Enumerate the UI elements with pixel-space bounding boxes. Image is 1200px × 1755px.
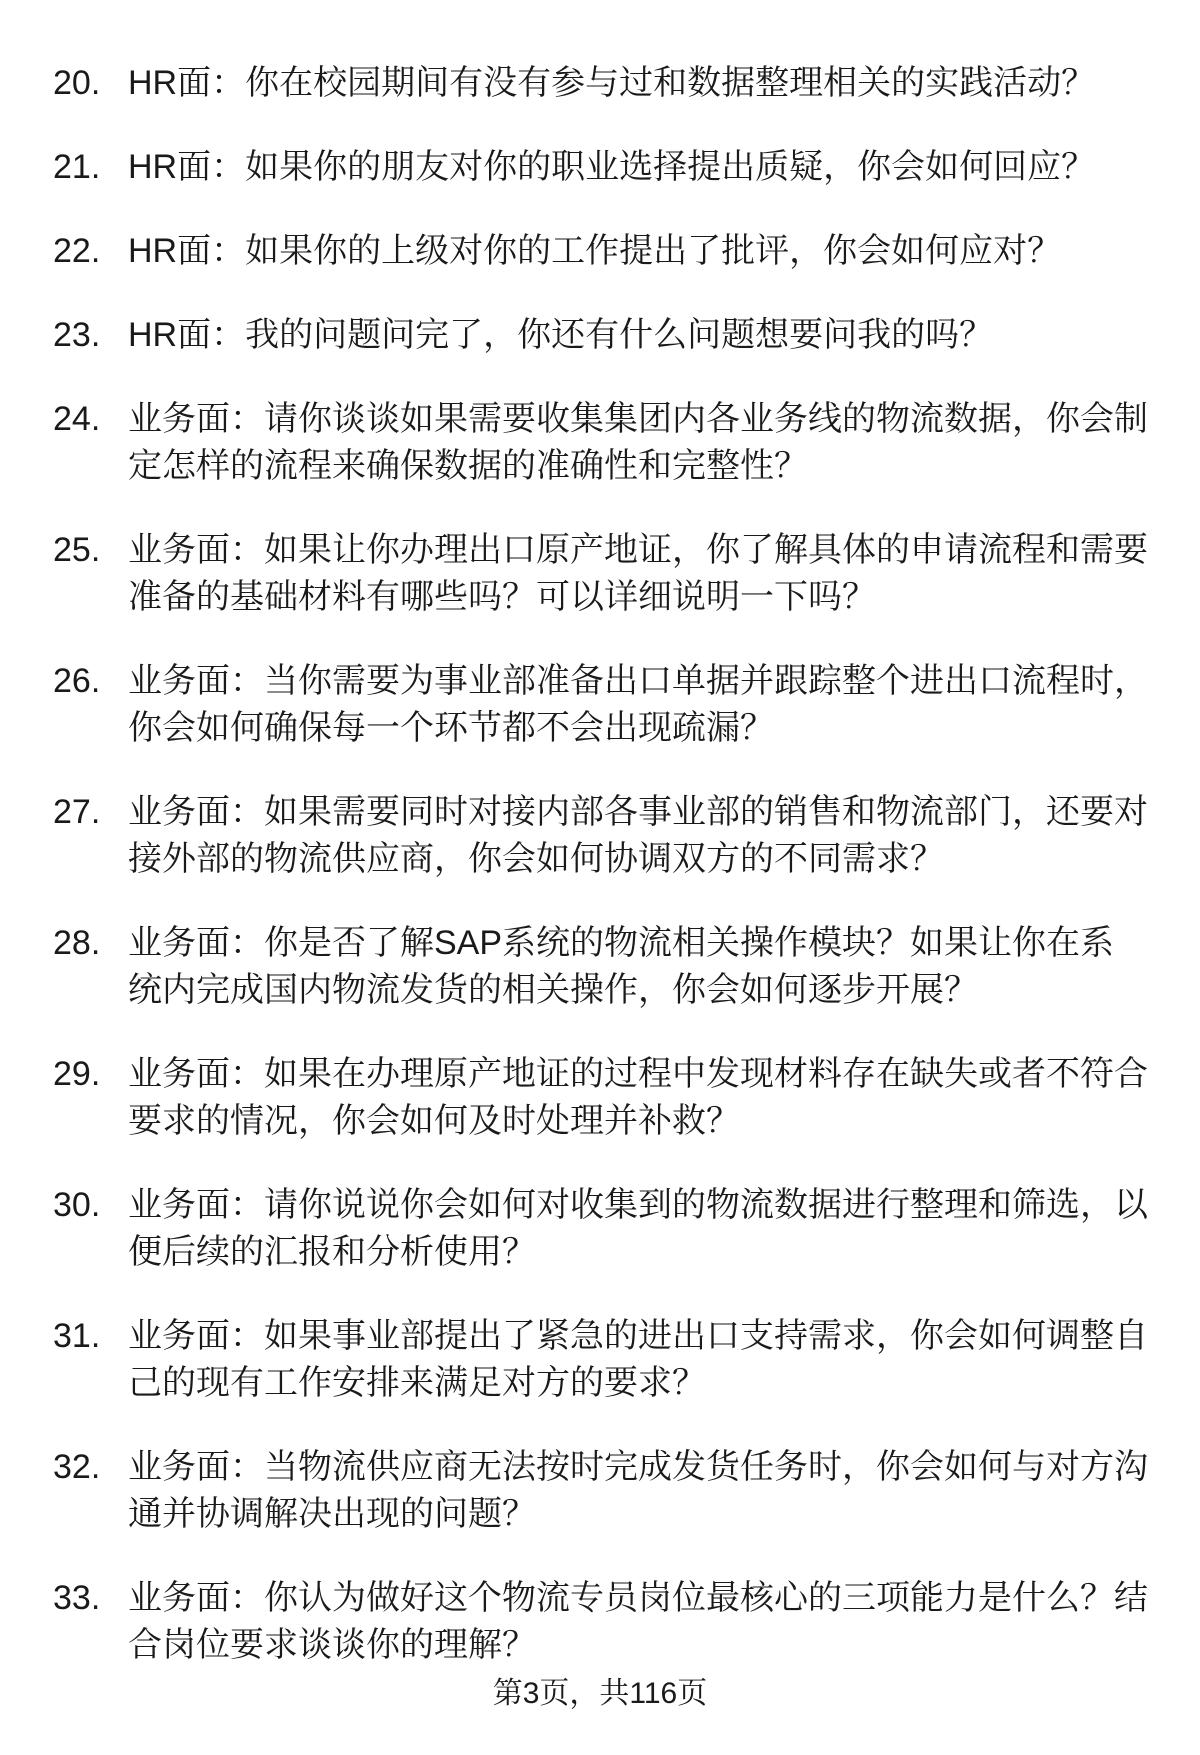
question-text: 业务面：如果在办理原产地证的过程中发现材料存在缺失或者不符合要求的情况，你会如何及时处理并补救？	[128, 1055, 1148, 1140]
question-item	[53, 1313, 1153, 1407]
question-text: HR面：如果你的上级对你的工作提出了批评，你会如何应对？	[128, 232, 1062, 270]
question-item	[53, 396, 1153, 490]
question-number: 30.	[53, 1186, 101, 1224]
question-text: 业务面：如果事业部提出了紧急的进出口支持需求，你会如何调整自己的现有工作安排来满足对方的要求？	[128, 1317, 1148, 1402]
question-item	[53, 789, 1153, 883]
question-item	[53, 1444, 1153, 1538]
question-item	[53, 527, 1153, 621]
question-text: 业务面：当物流供应商无法按时完成发货任务时，你会如何与对方沟通并协调解决出现的问题？	[128, 1448, 1148, 1533]
question-item	[53, 1051, 1153, 1145]
question-number: 31.	[53, 1317, 101, 1355]
question-item	[53, 60, 1153, 107]
question-number: 21.	[53, 148, 101, 186]
question-text: HR面：如果你的朋友对你的职业选择提出质疑，你会如何回应？	[128, 148, 1096, 186]
question-item	[53, 1182, 1153, 1276]
question-text: HR面：我的问题问完了，你还有什么问题想要问我的吗？	[128, 316, 994, 354]
question-text: 业务面：你是否了解SAP系统的物流相关操作模块？如果让你在系统内完成国内物流发货的相关操作，你会如何逐步开展？	[128, 924, 1115, 1009]
question-text: 业务面：当你需要为事业部准备出口单据并跟踪整个进出口流程时，你会如何确保每一个环节都不会出现疏漏？	[128, 662, 1148, 747]
question-text: HR面：你在校园期间有没有参与过和数据整理相关的实践活动？	[128, 64, 1096, 102]
question-number: 22.	[53, 232, 101, 270]
question-item	[53, 1575, 1153, 1669]
question-text: 业务面：如果需要同时对接内部各事业部的销售和物流部门，还要对接外部的物流供应商，你会如何协调双方的不同需求？	[128, 793, 1148, 878]
question-item	[53, 658, 1153, 752]
question-number: 25.	[53, 531, 101, 569]
question-text: 业务面：请你说说你会如何对收集到的物流数据进行整理和筛选，以便后续的汇报和分析使用？	[128, 1186, 1148, 1271]
question-item	[53, 312, 1153, 359]
question-list	[53, 60, 1153, 1706]
question-number: 33.	[53, 1579, 101, 1617]
question-number: 29.	[53, 1055, 101, 1093]
question-item	[53, 228, 1153, 275]
question-item	[53, 920, 1153, 1014]
question-number: 32.	[53, 1448, 101, 1486]
question-number: 28.	[53, 924, 101, 962]
question-text: 业务面：你认为做好这个物流专员岗位最核心的三项能力是什么？结合岗位要求谈谈你的理解？	[128, 1579, 1148, 1664]
question-number: 27.	[53, 793, 101, 831]
question-text: 业务面：请你谈谈如果需要收集集团内各业务线的物流数据，你会制定怎样的流程来确保数据的准确性和完整性？	[128, 400, 1148, 485]
question-text: 业务面：如果让你办理出口原产地证，你了解具体的申请流程和需要准备的基础材料有哪些吗？可以详细说明一下吗？	[128, 531, 1148, 616]
question-number: 20.	[53, 64, 101, 102]
question-number: 26.	[53, 662, 101, 700]
question-item	[53, 144, 1153, 191]
question-number: 23.	[53, 316, 101, 354]
question-number: 24.	[53, 400, 101, 438]
page-footer: 第3页，共116页	[492, 1677, 708, 1710]
